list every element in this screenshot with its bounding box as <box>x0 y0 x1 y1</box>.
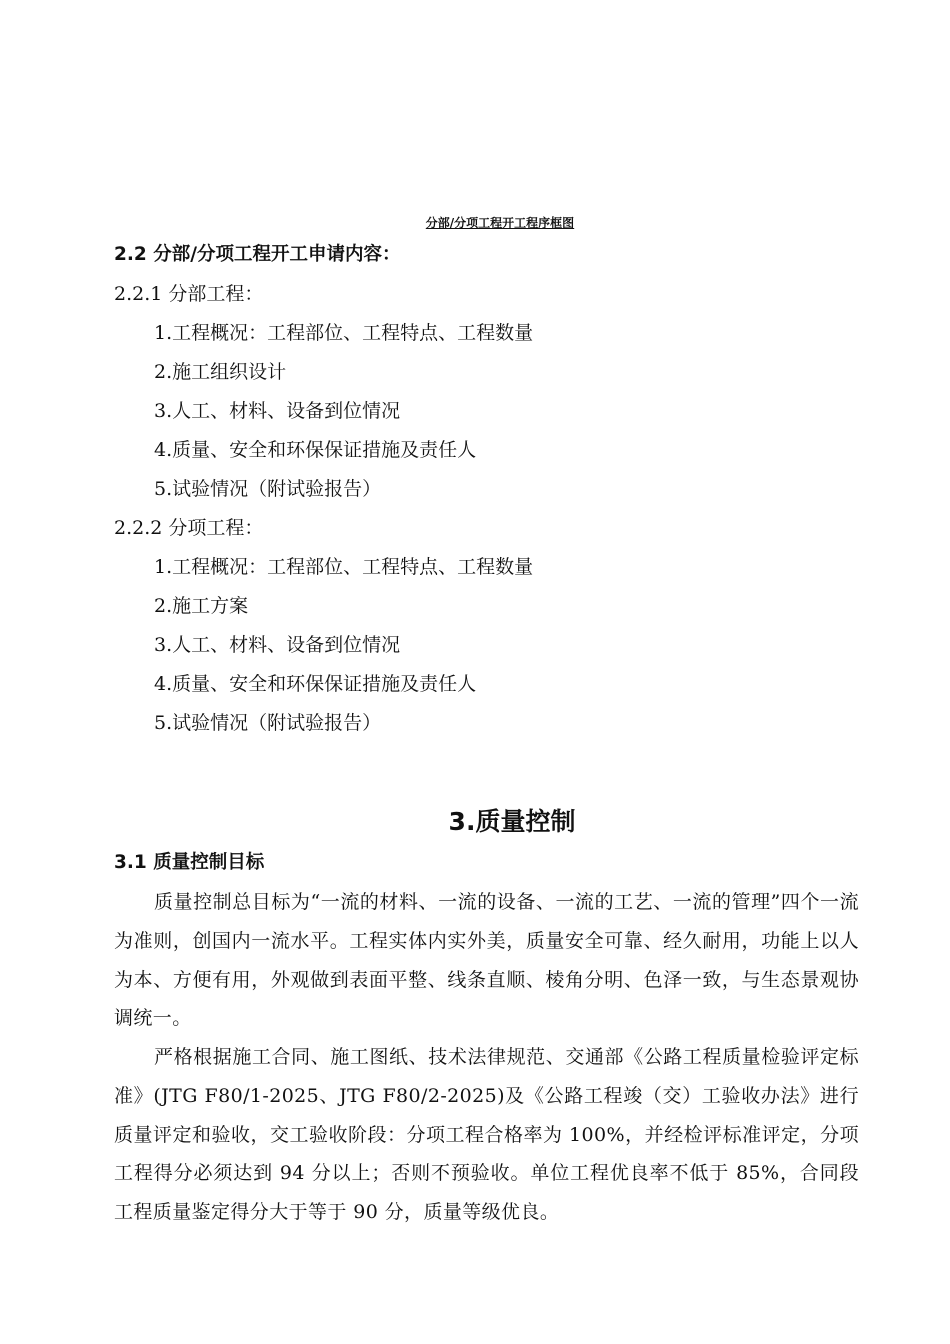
list-item: 4.质量、安全和环保保证措施及责任人 <box>154 439 477 461</box>
subsection-2-2-2-heading: 2.2.2 分项工程： <box>114 517 264 539</box>
list-item: 5.试验情况（附试验报告） <box>154 478 382 500</box>
section-3-title: 3.质量控制 <box>448 807 576 836</box>
list-item: 3.人工、材料、设备到位情况 <box>154 400 401 422</box>
list-item: 5.试验情况（附试验报告） <box>154 712 382 734</box>
paragraph: 严格根据施工合同、施工图纸、技术法律规范、交通部《公路工程质量检验评定标准》(JTG F80/1-2025、JTG F80/2-2025)及《公路工程竣（交）工验收办法》进行质量评定和验收，交工验收阶段：分项工程合格率为 100%，并经检评标准评定，分项工程得分必须达到 94 分以上；否则不预验收。单位工程优良率不低于 85%，合同段工程质量鉴定得分大于等于 90 分，质量等级优良。 <box>114 1046 859 1224</box>
list-item: 2.施工方案 <box>154 595 249 617</box>
list-item: 1.工程概况：工程部位、工程特点、工程数量 <box>154 322 534 344</box>
section-2-2-heading: 2.2 分部/分项工程开工申请内容： <box>114 244 401 265</box>
list-item: 1.工程概况：工程部位、工程特点、工程数量 <box>154 556 534 578</box>
list-item: 4.质量、安全和环保保证措施及责任人 <box>154 673 477 695</box>
figure-caption: 分部/分项工程开工程序框图 <box>425 216 575 230</box>
subsection-2-2-1-heading: 2.2.1 分部工程： <box>114 283 264 305</box>
subsection-3-1-heading: 3.1 质量控制目标 <box>114 852 265 873</box>
paragraph: 质量控制总目标为“一流的材料、一流的设备、一流的工艺、一流的管理”四个一流为准则，创国内一流水平。工程实体内实外美，质量安全可靠、经久耐用，功能上以人为本、方便有用，外观做到表面平整、线条直顺、棱角分明、色泽一致，与生态景观协调统一。 <box>114 891 859 1030</box>
list-item: 3.人工、材料、设备到位情况 <box>154 634 401 656</box>
list-item: 2.施工组织设计 <box>154 361 287 383</box>
